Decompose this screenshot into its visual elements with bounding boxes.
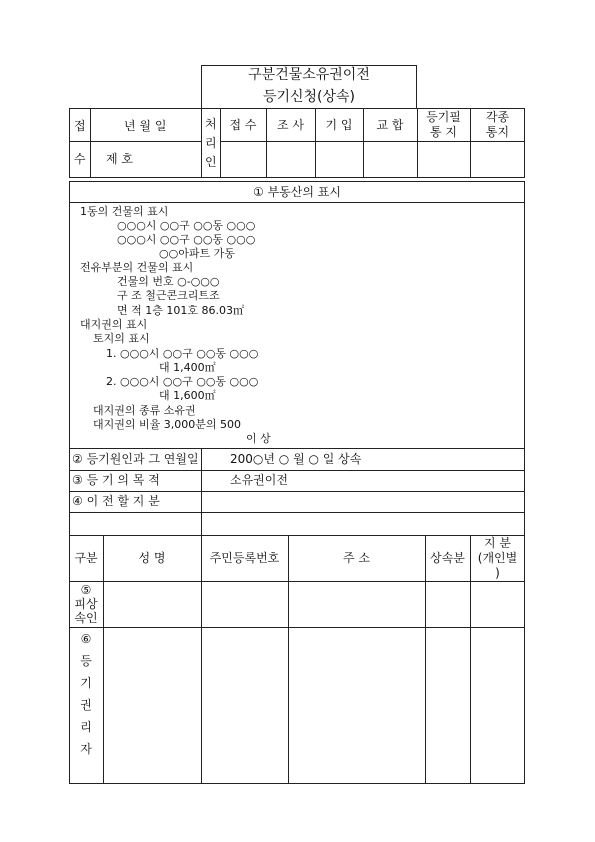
property-line-5: 전유부분의 건물의 표시 — [80, 261, 194, 274]
property-line-6: 건물의 번호 ○-○○○ — [117, 275, 220, 288]
col-various-2: 통지 — [485, 125, 510, 139]
col-notice-2: 통 지 — [430, 125, 457, 139]
col-jeopsu: 접 수 — [229, 118, 257, 132]
transfer-share-label: ④ 이 전 할 지 분 — [72, 494, 160, 508]
col-gyohap: 교 합 — [376, 118, 404, 132]
cause-date-value: 200○년 ○ 월 ○ 일 상속 — [230, 452, 362, 466]
decedent-label-1: 피상 — [74, 597, 98, 611]
property-line-4: ○○아파트 가동 — [159, 247, 235, 260]
registration-purpose-value: 소유권이전 — [230, 473, 288, 487]
property-line-7: 구 조 철근콘크리트조 — [117, 289, 220, 302]
col-notice-1: 등기필 — [426, 110, 461, 124]
property-closing: 이 상 — [246, 432, 271, 445]
right-holder-label-3: 권 — [80, 698, 92, 712]
col-giip: 기 입 — [325, 118, 353, 132]
col-josa: 조 사 — [277, 118, 304, 132]
property-line-13: 2. ○○○시 ○○구 ○○동 ○○○ — [106, 375, 259, 388]
property-line-9: 대지권의 표시 — [80, 318, 148, 331]
property-line-15: 대지권의 종류 소유권 — [93, 404, 196, 417]
header-name: 성 명 — [138, 551, 166, 565]
registration-purpose-label: ③ 등 기 의 목 적 — [72, 473, 160, 487]
header-gubun: 구분 — [74, 551, 98, 565]
property-line-3: ○○○시 ○○구 ○○동 ○○○ — [117, 233, 256, 246]
cheori-label-1: 처 — [205, 117, 217, 131]
property-line-1: 1동의 건물의 표시 — [80, 205, 169, 218]
property-line-2: ○○○시 ○○구 ○○동 ○○○ — [117, 219, 256, 232]
header-jibun-3: ) — [495, 566, 500, 580]
right-holder-label-4: 리 — [80, 720, 92, 734]
decedent-label-2: 속인 — [74, 611, 98, 625]
cheori-label-2: 리 — [205, 136, 217, 150]
right-holder-label-5: 자 — [80, 742, 92, 756]
property-line-11: 1. ○○○시 ○○구 ○○동 ○○○ — [106, 347, 259, 360]
header-rrn: 주민등록번호 — [209, 551, 280, 565]
property-line-8: 면 적 1층 101호 86.03㎡ — [117, 304, 244, 317]
property-line-12: 대 1,400㎡ — [159, 361, 216, 374]
decedent-marker: ⑤ — [80, 583, 92, 597]
form-title-line2: 등기신청(상속) — [262, 89, 356, 105]
section1-heading: ① 부동산의 표시 — [253, 185, 341, 199]
right-holder-label-2: 기 — [80, 676, 92, 690]
right-holder-marker: ⑥ — [80, 632, 92, 646]
property-line-10: 토지의 표시 — [93, 332, 150, 345]
property-line-14: 대 1,600㎡ — [159, 389, 216, 402]
col-various-1: 각종 — [485, 110, 510, 124]
cheori-label-3: 인 — [205, 155, 217, 169]
header-share: 상속분 — [430, 551, 465, 565]
cause-date-label: ② 등기원인과 그 연월일 — [72, 452, 199, 466]
right-holder-label-1: 등 — [80, 654, 92, 668]
header-address: 주 소 — [343, 551, 370, 565]
receipt-date-label: 년 월 일 — [124, 119, 167, 133]
header-jibun-2: (개인별 — [477, 551, 518, 565]
receipt-number-label: 제 호 — [106, 152, 133, 166]
header-jibun-1: 지 분 — [484, 536, 511, 550]
receipt-su-label: 수 — [74, 152, 86, 166]
form-title-line1: 구분건물소유권이전 — [248, 67, 370, 83]
receipt-jeop-label: 접 — [74, 119, 86, 133]
property-line-16: 대지권의 비율 3,000분의 500 — [93, 418, 241, 431]
